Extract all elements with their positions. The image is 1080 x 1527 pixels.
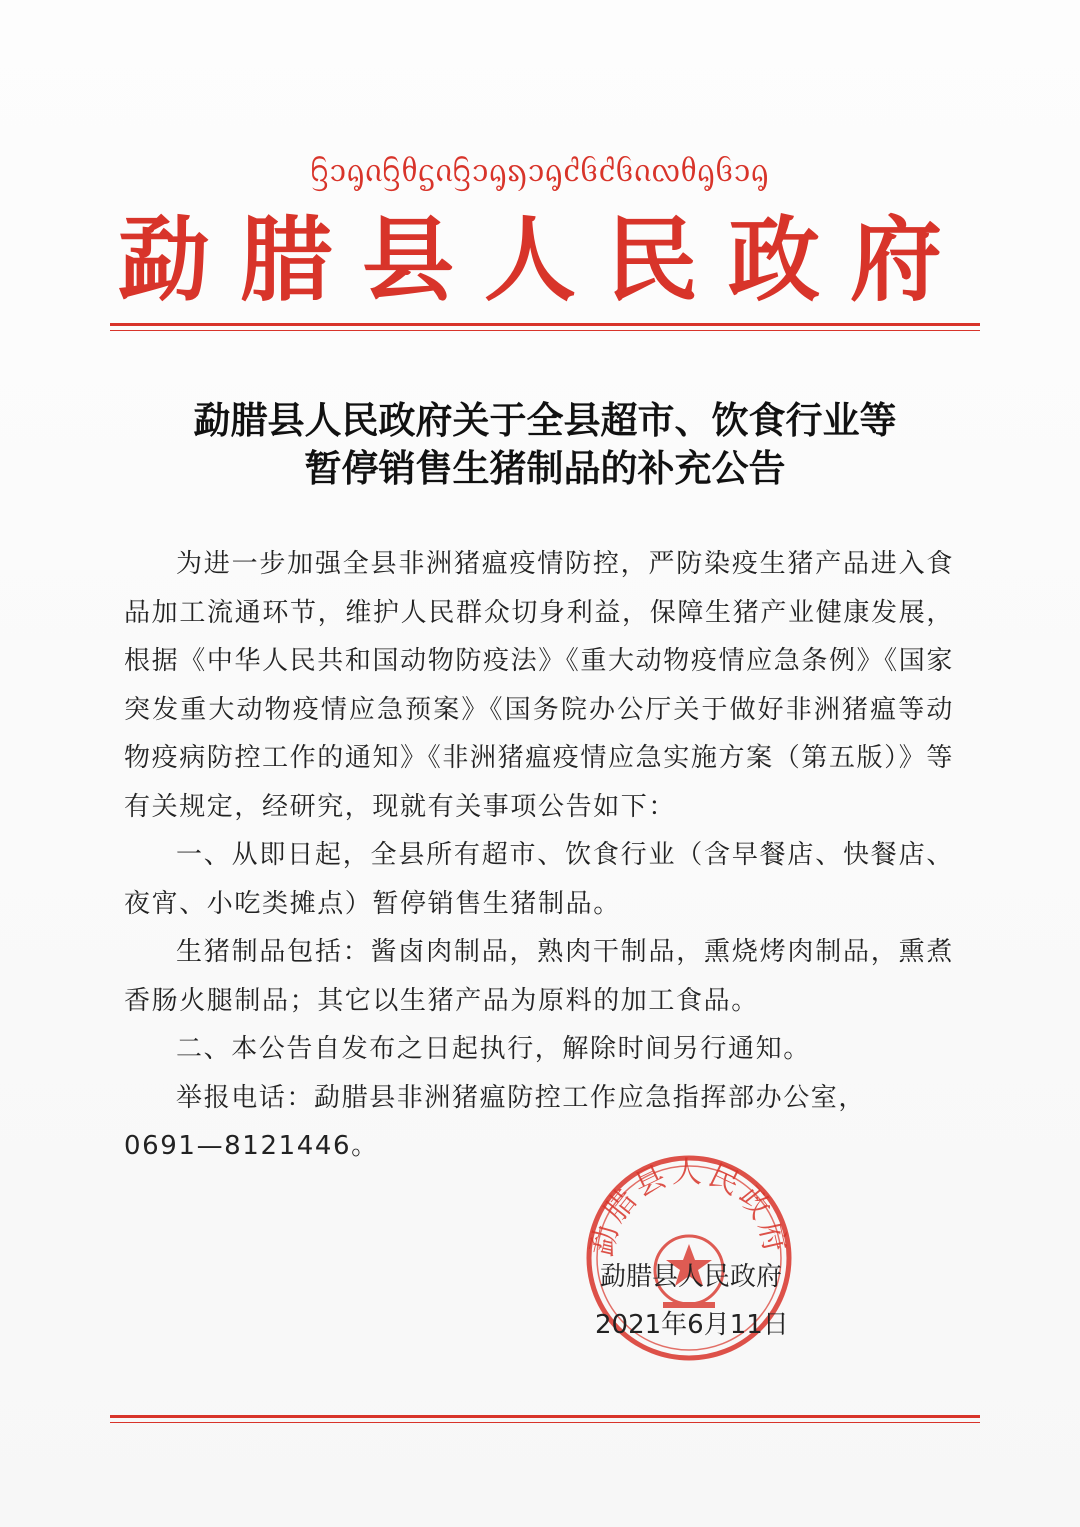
- footer-red-rule: [110, 1415, 980, 1423]
- document-title: [110, 396, 980, 492]
- document-body: [124, 540, 954, 1171]
- item-two: 二、本公告自发布之日起执行，解除时间另行通知。: [176, 1034, 811, 1064]
- signature-date: 2021年6月11日: [595, 1310, 789, 1340]
- signature-org: 勐腊县人民政府: [600, 1262, 783, 1292]
- item-one: 一、从即日起，全县所有超市、饮食行业（含早餐店、快餐店、夜宵、小吃类摊点）暂停销售生猪制品。: [124, 840, 954, 919]
- svg-text:勐腊县人民政府: [585, 1155, 793, 1259]
- dai-script-header: ᦌᦱᧂᦵᦌᦲᧃᦵᦌᦱᧂᦣᦱᧂᦺᦑᦺᦑᦵᦟᦲᧂᦑᦱᧂ: [310, 150, 770, 190]
- intro-paragraph: 为进一步加强全县非洲猪瘟疫情防控，严防染疫生猪产品进入食品加工流通环节，维护人民群众切身利益，保障生猪产业健康发展，根据《中华人民共和国动物防疫法》《重大动物疫情应急条例》《国家突发重大动物疫情应急预案》《国务院办公厅关于做好非洲猪瘟等动物疫病防控工作的通知》《非洲猪瘟疫情应急实施方案（第五版）》等有关规定，经研究，现就有关事项公告如下：: [124, 549, 954, 822]
- government-name-header: 勐腊县人民政府: [117, 206, 972, 314]
- title-line-1: 勐腊县人民政府关于全县超市、饮食行业等: [193, 398, 897, 442]
- hotline-number: 0691—8121446。: [124, 1131, 379, 1161]
- hotline-label: 举报电话：勐腊县非洲猪瘟防控工作应急指挥部办公室，: [176, 1082, 867, 1113]
- item-one-detail: 生猪制品包括：酱卤肉制品，熟肉干制品，熏烧烤肉制品，熏煮香肠火腿制品；其它以生猪产品为原料的加工食品。: [124, 937, 954, 1016]
- seal-text: 勐腊县人民政府: [584, 1154, 794, 1260]
- header-red-rule: [110, 323, 980, 331]
- title-line-2: 暂停销售生猪制品的补充公告: [304, 446, 786, 490]
